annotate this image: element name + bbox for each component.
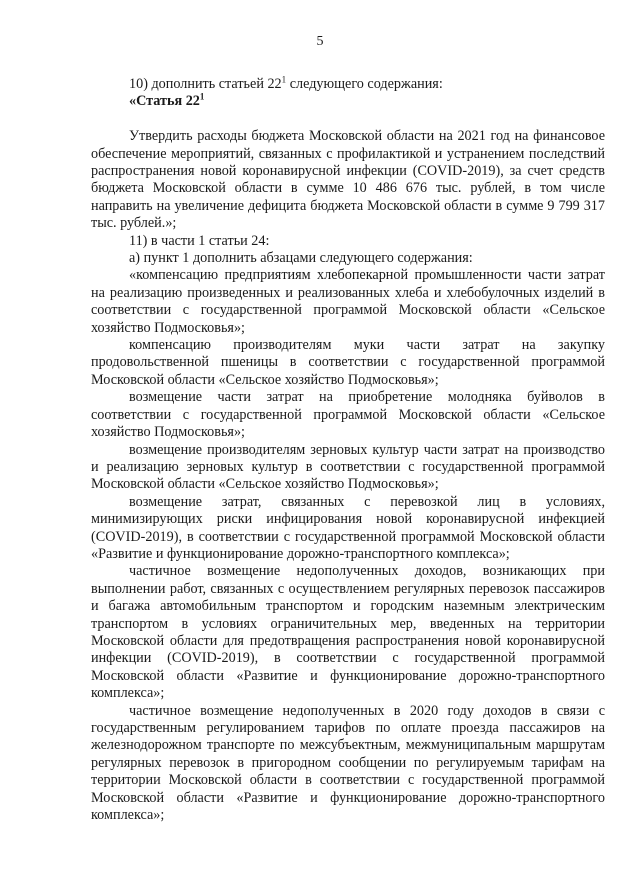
page-number: 5: [316, 34, 324, 49]
list-item: возмещение части затрат на приобретение молодняка буйволов в соответствии с государственной программой Московской области «Сельское хозяйство Подмосковья»;: [91, 389, 605, 441]
list-item: частичное возмещение недополученных доходов, возникающих при выполнении работ, связанных с осуществлением регулярных перевозок пассажиров и багажа автомобильным транспортом и городским наземным электрическим транспортом в условиях ограничительных мер, введенных на территории Московской области для предотвращения распространения новой коронавирусной инфекции (COVID-2019), в соответствии с государственной программой Московской области «Развитие и функционирование дорожно-транспортного комплекса»;: [91, 563, 605, 702]
article-body: Утвердить расходы бюджета Московской области на 2021 год на финансовое обеспечение мероприятий, связанных с профилактикой и устранением последствий распространения новой коронавирусной инфекции (COVID-2019), за счет средств бюджета Московской области в сумме 10 486 676 тыс. рублей, в том числе направить на увеличение дефицита бюджета Московской области в сумме 9 799 317 тыс. рублей.»;: [91, 128, 605, 232]
sub-item-a-paragraph: а) пункт 1 дополнить абзацами следующего содержания:: [129, 250, 473, 267]
article-heading-text: «Статья 22: [129, 93, 200, 110]
article-heading-superscript: 1: [199, 91, 205, 102]
item-10-text-after: следующего содержания:: [286, 76, 443, 92]
blank-line: [91, 111, 605, 128]
item-10-text: 10) дополнить статьей 22: [129, 76, 282, 92]
item-10-superscript: 1: [281, 74, 287, 85]
article-heading: [91, 93, 605, 110]
list-item: возмещение производителям зерновых культур части затрат на производство и реализацию зерновых культур в соответствии с государственной программой Московской области «Сельское хозяйство Подмосковья»;: [91, 441, 605, 493]
list-item: «компенсацию предприятиям хлебопекарной промышленности части затрат на реализацию произведенных и реализованных хлеба и хлебобулочных изделий в соответствии с государственной программой Московской области «Сельское хозяйство Подмосковья»;: [91, 267, 605, 336]
list-item: частичное возмещение недополученных в 2020 году доходов в связи с государственным регулированием тарифов по оплате проезда пассажиров на железнодорожном транспорте по межсубъектным, межмуниципальным маршрутам регулярных перевозок в пригородном сообщении по регулируемым тарифам на территории Московской области в соответствии с государственной программой Московской области «Развитие и функционирование дорожно-транспортного комплекса»;: [91, 702, 605, 824]
list-item: возмещение затрат, связанных с перевозкой лиц в условиях, минимизирующих риски инфицирования новой коронавирусной инфекцией (COVID-2019), в соответствии с государственной программой Московской области «Развитие и функционирование дорожно-транспортного комплекса»;: [91, 493, 605, 562]
item-11-paragraph: 11) в части 1 статьи 24:: [129, 232, 270, 249]
item-10-paragraph: [91, 76, 605, 93]
list-item: компенсацию производителям муки части затрат на закупку продовольственной пшеницы в соответствии с государственной программой Московской области «Сельское хозяйство Подмосковья»;: [91, 337, 605, 388]
document-body: [91, 76, 605, 824]
